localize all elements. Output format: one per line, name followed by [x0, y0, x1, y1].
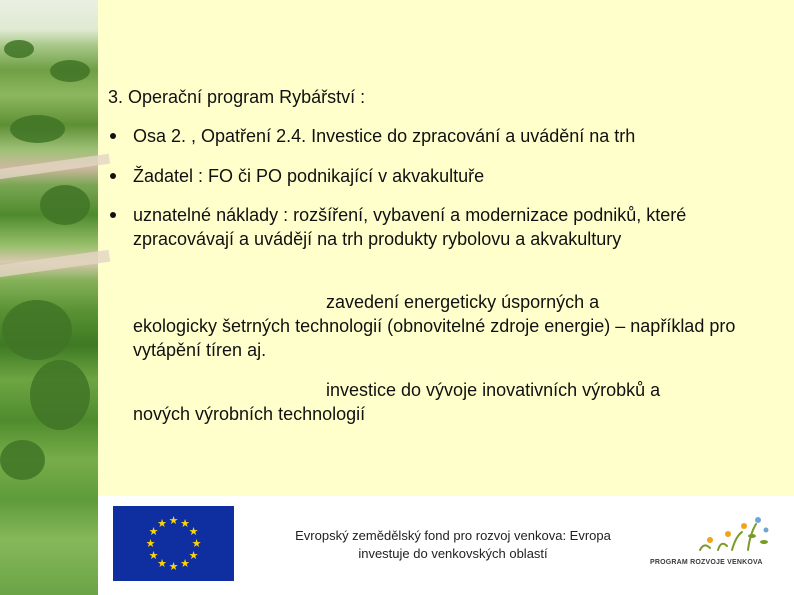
sub-paragraph	[133, 290, 748, 362]
sub-paragraph	[133, 378, 748, 426]
sub-paragraph-rest: ekologicky šetrných technologií (obnovitelné zdroje energie) – například pro vytápění tíren aj.	[133, 316, 736, 360]
bullet-text: Žadatel : FO či PO podnikající v akvakultuře	[133, 166, 485, 186]
svg-text:★: ★	[180, 557, 190, 570]
footer-caption-line1: Evropský zemědělský fond pro rozvoj venkova: Evropa	[295, 528, 611, 543]
svg-text:★: ★	[188, 525, 199, 538]
svg-text:★: ★	[180, 517, 190, 530]
svg-text:★: ★	[148, 525, 159, 538]
sub-paragraph-lead: zavedení energeticky úsporných a	[326, 292, 600, 312]
footer-caption-line2: investuje do venkovských oblastí	[358, 546, 548, 561]
bullet-text: uznatelné náklady : rozšíření, vybavení a modernizace podniků, které zpracovávají a uvádějí na trh produkty rybolovu a akvakultury	[133, 205, 687, 249]
svg-text:★: ★	[157, 517, 167, 530]
landscape-photo	[0, 0, 98, 595]
bullet-text: Osa 2. , Opatření 2.4. Investice do zpracování a uvádění na trh	[133, 126, 636, 146]
rural-development-logo	[640, 506, 782, 581]
footer-caption	[258, 527, 648, 563]
svg-text:★: ★	[191, 537, 202, 550]
bullet-dot-icon	[110, 212, 116, 218]
svg-text:★: ★	[157, 557, 167, 570]
bullet-dot-icon	[110, 133, 116, 139]
svg-text:★: ★	[188, 549, 199, 562]
svg-text:★: ★	[168, 514, 179, 527]
sub-paragraph-lead: investice do vývoje inovativních výrobků a	[326, 380, 661, 400]
sub-paragraph-rest: nových výrobních technologií	[133, 404, 366, 424]
bullet-dot-icon	[110, 173, 116, 179]
logo-caption: PROGRAM ROZVOJE VENKOVA	[650, 559, 763, 566]
slide-heading: 3. Operační program Rybářství :	[108, 87, 366, 107]
svg-text:★: ★	[168, 560, 179, 573]
svg-text:★: ★	[148, 549, 159, 562]
eu-flag-icon	[113, 506, 234, 581]
svg-text:★: ★	[145, 537, 156, 550]
